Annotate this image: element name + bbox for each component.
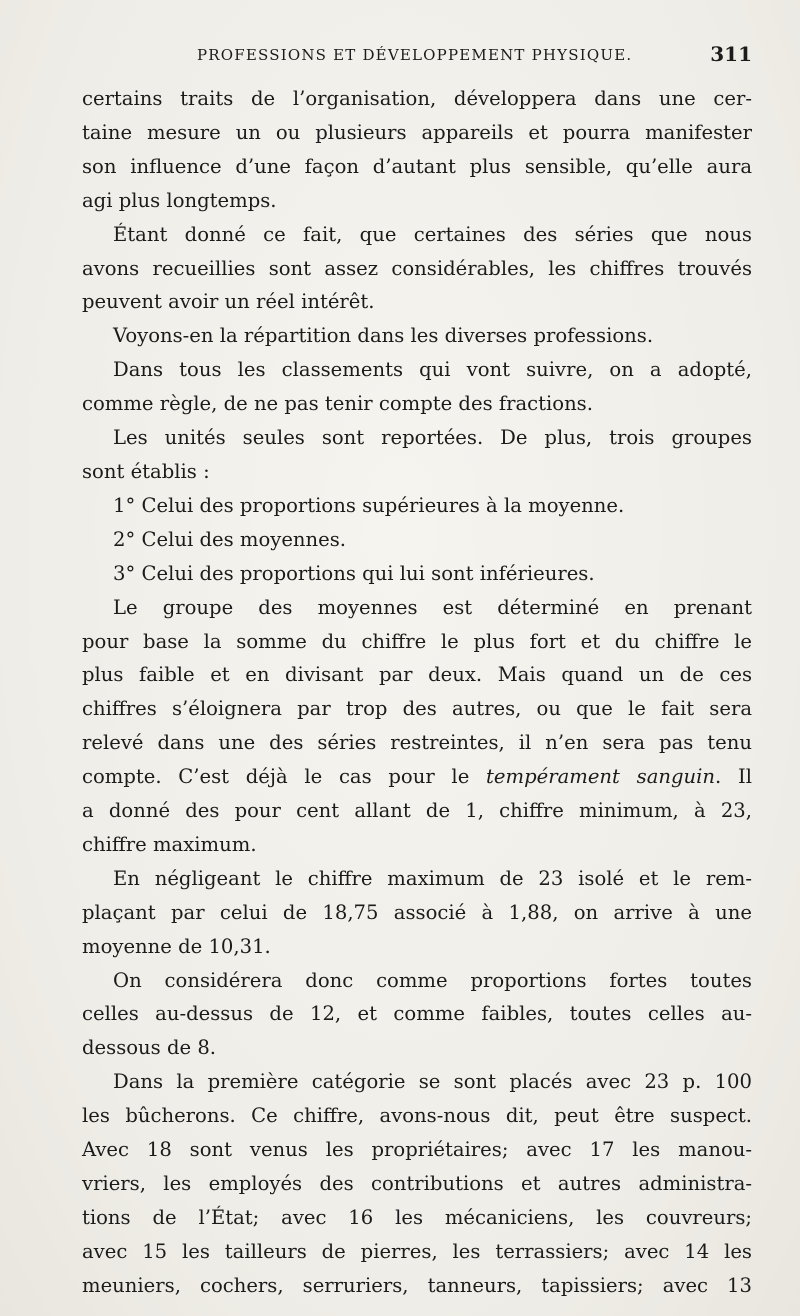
text-line: En négligeant le chiffre maximum de 23 isolé et le rem- [113,866,752,890]
text-line: chiffre maximum. [82,832,257,856]
text-line: plaçant par celui de 18,75 associé à 1,88, on arrive à une [82,900,752,924]
text-line: agi plus longtemps. [82,188,277,212]
page-body [82,82,752,1303]
page-header [82,42,752,70]
paragraph-4 [82,353,752,421]
text-line: 1° Celui des proportions supérieures à la moyenne. [113,493,625,517]
text-line: sont établis : [82,459,210,483]
list-item-3 [82,557,752,591]
text-line: 2° Celui des moyennes. [113,527,347,551]
text-fragment: compte. C’est déjà le cas pour le [82,765,487,789]
emphasized-term: tempérament sanguin [486,765,716,789]
running-title: PROFESSIONS ET DÉVELOPPEMENT PHYSIQUE. [197,46,633,64]
list-item-2 [82,523,752,557]
text-line: Les unités seules sont reportées. De plus, trois groupes [113,426,752,450]
text-line: comme règle, de ne pas tenir compte des fractions. [82,392,593,416]
text-line: Avec 18 sont venus les propriétaires; avec 17 les manou- [82,1138,752,1162]
text-line: dessous de 8. [82,1036,217,1060]
text-line: peuvent avoir un réel intérêt. [82,290,375,314]
text-line: relevé dans une des séries restreintes, il n’en sera pas tenu [82,731,752,755]
text-line: tions de l’État; avec 16 les mécaniciens, les couvreurs; [82,1205,752,1229]
paragraph-5 [82,421,752,489]
text-line: Voyons-en la répartition dans les diverses professions. [113,324,654,348]
text-line: a donné des pour cent allant de 1, chiffre minimum, à 23, [82,799,752,823]
text-line: certains traits de l’organisation, développera dans une cer- [82,87,752,110]
text-line: taine mesure un ou plusieurs appareils et pourra manifester [82,120,752,144]
text-line: 3° Celui des proportions qui lui sont inférieures. [113,561,595,585]
paragraph-6 [82,591,752,862]
text-line: plus faible et en divisant par deux. Mais quand un de ces [82,663,752,687]
paragraph-1 [82,82,752,218]
text-line: On considérera donc comme proportions fortes toutes [113,968,752,992]
text-line: avons recueillies sont assez considérables, les chiffres trouvés [82,256,752,280]
text-line: les bûcherons. Ce chiffre, avons-nous dit, peut être suspect. [82,1104,752,1128]
paragraph-2 [82,218,752,320]
text-line: celles au-dessus de 12, et comme faibles, toutes celles au- [82,1002,752,1026]
text-line: vriers, les employés des contributions et autres administra- [82,1172,752,1195]
text-line-with-emphasis [82,760,752,794]
paragraph-9 [82,1065,752,1302]
text-line: avec 15 les tailleurs de pierres, les terrassiers; avec 14 les [82,1239,752,1263]
text-line: chiffres s’éloignera par trop des autres, ou que le fait sera [82,697,752,721]
page-number: 311 [710,42,752,66]
text-line: pour base la somme du chiffre le plus fort et du chiffre le [82,629,752,653]
text-line: Dans tous les classements qui vont suivre, on a adopté, [113,358,752,382]
text-line: meuniers, cochers, serruriers, tanneurs, tapissiers; avec 13 [82,1273,752,1297]
paragraph-8 [82,964,752,1066]
text-line: Dans la première catégorie se sont placés avec 23 p. 100 [113,1070,752,1094]
text-fragment: . Il [715,765,752,789]
list-item-1 [82,489,752,523]
text-line: son influence d’une façon d’autant plus sensible, qu’elle aura [82,154,752,178]
text-line: moyenne de 10,31. [82,934,271,958]
paragraph-7 [82,862,752,964]
paragraph-3 [82,319,752,353]
text-line: Étant donné ce fait, que certaines des séries que nous [113,222,752,246]
text-line: Le groupe des moyennes est déterminé en prenant [113,595,752,619]
